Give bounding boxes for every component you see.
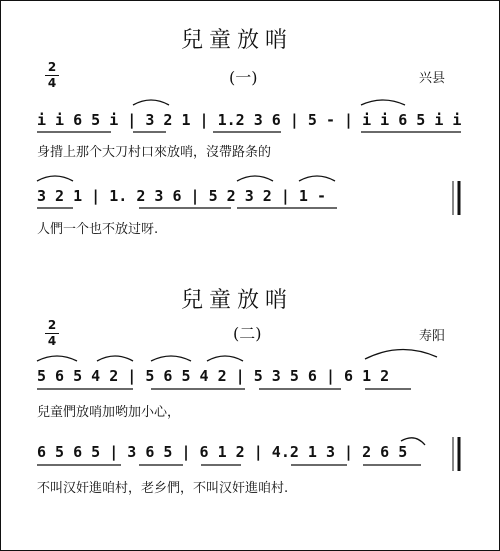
song1-meter-bottom: 4 bbox=[47, 76, 57, 90]
song2-lyrics-row-1: 兒童們放哨加哟加小心， bbox=[37, 405, 181, 420]
song1-lyrics-row-1: 身揹上那个大刀村口來放哨，沒帶路条的 bbox=[37, 145, 272, 160]
song2-slur bbox=[37, 356, 77, 361]
song1-slur bbox=[133, 100, 169, 105]
song2-lyrics-row-2: 不叫汉奸進咱村，老乡們，不叫汉奸進咱村. bbox=[37, 481, 289, 496]
song2-slur bbox=[151, 356, 191, 361]
song1-notes-row-1: i i 6 5 i | 3 2 1 | 1.2 3 6 | 5 - | i i 6 5 i i bbox=[37, 111, 462, 129]
song2-notes-row-2: 6 5 6 5 | 3 6 5 | 6 1 2 | 4.2 1 3 | 2 6 5 bbox=[37, 443, 408, 461]
song2-slur bbox=[207, 356, 243, 361]
song1-meter-top: 2 bbox=[47, 60, 57, 74]
song2-slur bbox=[97, 356, 133, 361]
song1-slur bbox=[361, 100, 405, 105]
song2-slur bbox=[401, 438, 425, 445]
song1-region-label: 兴县 bbox=[419, 71, 446, 86]
song1-section-label: (一) bbox=[229, 68, 258, 87]
song1-notes-row-2: 3 2 1 | 1. 2 3 6 | 5 2 3 2 | 1 - bbox=[37, 187, 326, 205]
song2-notes-row-1: 5 6 5 4 2 | 5 6 5 4 2 | 5 3 5 6 | 6 1 2 bbox=[37, 367, 390, 385]
song1-slur bbox=[37, 176, 73, 181]
song1-title: 兒童放哨 bbox=[181, 28, 294, 53]
notation-marks bbox=[1, 1, 499, 550]
song1-lyrics-row-2: 人們一个也不放过呀. bbox=[37, 222, 159, 237]
song2-meter-top: 2 bbox=[47, 318, 57, 332]
song2-title: 兒童放哨 bbox=[181, 288, 294, 313]
song2-slur bbox=[365, 349, 437, 359]
song2-meter-bottom: 4 bbox=[47, 334, 57, 348]
song1-slur bbox=[237, 176, 273, 181]
song2-section-label: (二) bbox=[233, 324, 262, 343]
song2-region-label: 寿阳 bbox=[419, 329, 446, 344]
song1-slur bbox=[299, 176, 335, 181]
